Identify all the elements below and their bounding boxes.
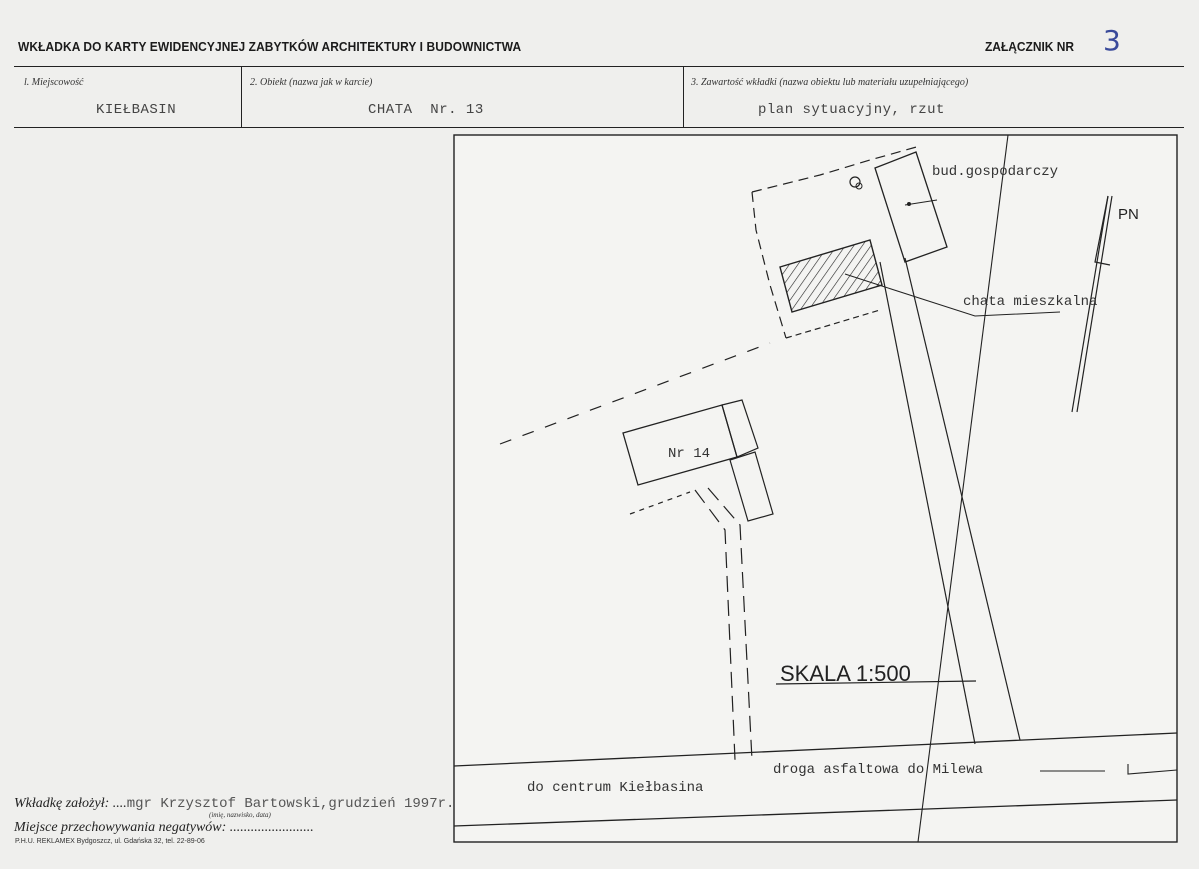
created-by-note: (imię, nazwisko, data)	[209, 811, 271, 819]
field-label-contents: 3. Zawartość wkładki (nazwa obiektu lub materiału uzupełniającego)	[691, 77, 969, 88]
created-by-line: Wkładkę założył: ....mgr Krzysztof Bartowski,grudzień 1997r.	[14, 796, 455, 812]
created-by-label: Wkładkę założył:	[14, 796, 110, 811]
field-label-locality: l. Miejscowość	[24, 77, 84, 88]
created-by-value: mgr Krzysztof Bartowski,grudzień 1997r.	[126, 796, 455, 812]
negatives-label: Miejsce przechowywania negatywów:	[14, 820, 227, 835]
plan-frame	[454, 135, 1177, 842]
label-north: PN	[1118, 206, 1139, 223]
field-value-locality: KIEŁBASIN	[96, 102, 177, 118]
form-title: WKŁADKA DO KARTY EWIDENCYJNEJ ZABYTKÓW ARCHITEKTURY I BUDOWNICTWA	[18, 39, 522, 54]
label-house: chata mieszkalna	[963, 294, 1098, 310]
attachment-label: ZAŁĄCZNIK NR	[985, 39, 1075, 54]
field-value-object: CHATA Nr. 13	[368, 102, 484, 118]
printer-imprint: P.H.U. REKLAMEX Bydgoszcz, ul. Gdańska 32, tel. 22-89-06	[15, 838, 205, 845]
label-neighbor: Nr 14	[668, 446, 711, 462]
label-scale: SKALA 1:500	[780, 661, 911, 686]
label-farm-building: bud.gospodarczy	[932, 164, 1059, 180]
label-road-east: droga asfaltowa do Milewa	[773, 762, 984, 778]
field-label-object: 2. Obiekt (nazwa jak w karcie)	[250, 77, 373, 88]
negatives-line	[14, 820, 314, 836]
field-value-contents: plan sytuacyjny, rzut	[758, 102, 945, 118]
attachment-number: 3	[1103, 24, 1121, 57]
label-road-west: do centrum Kiełbasina	[527, 780, 704, 796]
negatives-dots: ........................	[229, 820, 314, 835]
